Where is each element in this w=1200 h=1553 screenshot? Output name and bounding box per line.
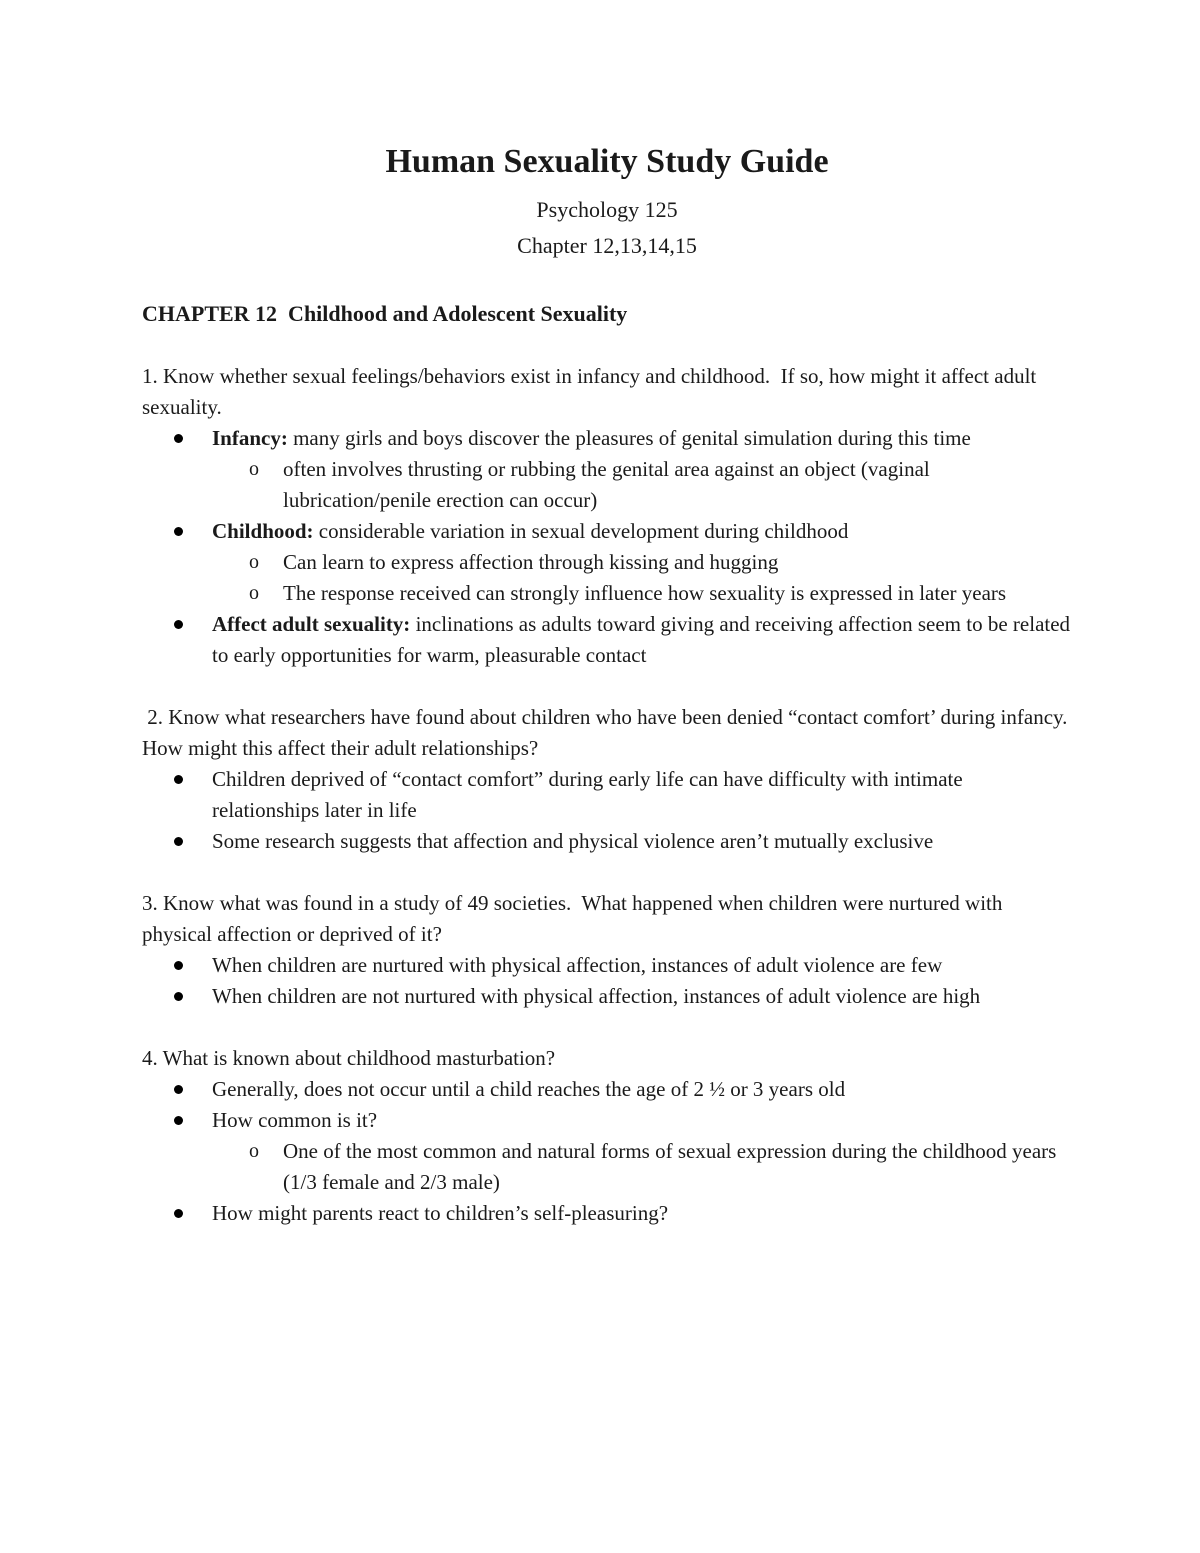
circle-bullet-icon: o [249, 582, 259, 604]
question-text: 2. Know what researchers have found about children who have been denied “contact comfort’ during infancy. How might this affect their adult relationships? [142, 705, 1073, 760]
item-text: Generally, does not occur until a child reaches the age of 2 ½ or 3 years old [212, 1077, 846, 1101]
question-text: 1. Know whether sexual feelings/behaviors exist in infancy and childhood. If so, how might it affect adult sexuality. [142, 364, 1042, 419]
term-label: Childhood: [212, 519, 314, 543]
circle-bullet-icon: o [249, 458, 259, 480]
chapter-heading: CHAPTER 12 Childhood and Adolescent Sexuality [142, 301, 628, 326]
answer-list [142, 1074, 1072, 1229]
answer-list [142, 764, 1072, 857]
list-item [212, 950, 1072, 981]
item-text: Children deprived of “contact comfort” during early life can have difficulty with intimate relationships later in life [212, 767, 963, 822]
sub-list [212, 547, 1072, 609]
item-text: often involves thrusting or rubbing the genital area against an object (vaginal lubrication/penile erection can occur) [283, 457, 930, 512]
bullet-icon [174, 992, 183, 1001]
answer-list [142, 950, 1072, 1012]
circle-bullet-icon: o [249, 551, 259, 573]
sub-list [212, 454, 1072, 516]
term-label: Infancy: [212, 426, 288, 450]
bullet-icon [174, 1085, 183, 1094]
item-text: many girls and boys discover the pleasures of genital simulation during this time [287, 426, 971, 450]
item-text: When children are not nurtured with physical affection, instances of adult violence are high [212, 984, 981, 1008]
bullet-icon [174, 775, 183, 784]
list-item [212, 1074, 1072, 1105]
sub-list-item [249, 578, 1072, 609]
item-text: inclinations as adults toward giving and receiving affection seem to be related to early opportunities for warm, pleasurable contact [212, 612, 1071, 667]
list-item [212, 1105, 1072, 1198]
sub-list [212, 1136, 1072, 1198]
bullet-icon [174, 620, 183, 629]
bullet-icon [174, 837, 183, 846]
document-page [142, 140, 1072, 1229]
list-item [212, 981, 1072, 1012]
question-1-block [142, 361, 1072, 671]
question-text: 3. Know what was found in a study of 49 societies. What happened when children were nurtured with physical affection or deprived of it? [142, 891, 1008, 946]
list-item [212, 423, 1072, 516]
question-2-block [142, 702, 1072, 857]
question-4-block [142, 1043, 1072, 1229]
chapter-range: Chapter 12,13,14,15 [517, 233, 697, 258]
list-item [212, 1198, 1072, 1229]
bullet-icon [174, 527, 183, 536]
item-text: How might parents react to children’s self-pleasuring? [212, 1201, 669, 1225]
item-text: considerable variation in sexual development during childhood [313, 519, 849, 543]
bullet-icon [174, 434, 183, 443]
bullet-icon [174, 1116, 183, 1125]
question-text: 4. What is known about childhood masturbation? [142, 1046, 556, 1070]
item-text: When children are nurtured with physical affection, instances of adult violence are few [212, 953, 943, 977]
sub-list-item [249, 547, 1072, 578]
list-item [212, 826, 1072, 857]
list-item [212, 516, 1072, 609]
bullet-icon [174, 961, 183, 970]
document-title: Human Sexuality Study Guide [385, 143, 829, 180]
list-item [212, 764, 1072, 826]
bullet-icon [174, 1209, 183, 1218]
item-text: The response received can strongly influence how sexuality is expressed in later years [283, 581, 1007, 605]
answer-list [142, 423, 1072, 671]
item-text: How common is it? [212, 1108, 378, 1132]
item-text: Some research suggests that affection and physical violence aren’t mutually exclusive [212, 829, 934, 853]
term-label: Affect adult sexuality: [212, 612, 411, 636]
course-name: Psychology 125 [536, 197, 678, 222]
list-item [212, 609, 1072, 671]
sub-list-item [249, 454, 1072, 516]
item-text: Can learn to express affection through kissing and hugging [283, 550, 779, 574]
circle-bullet-icon: o [249, 1140, 259, 1162]
item-text: One of the most common and natural forms of sexual expression during the childhood years (1/3 female and 2/3 male) [283, 1139, 1057, 1194]
question-3-block [142, 888, 1072, 1012]
sub-list-item [249, 1136, 1072, 1198]
